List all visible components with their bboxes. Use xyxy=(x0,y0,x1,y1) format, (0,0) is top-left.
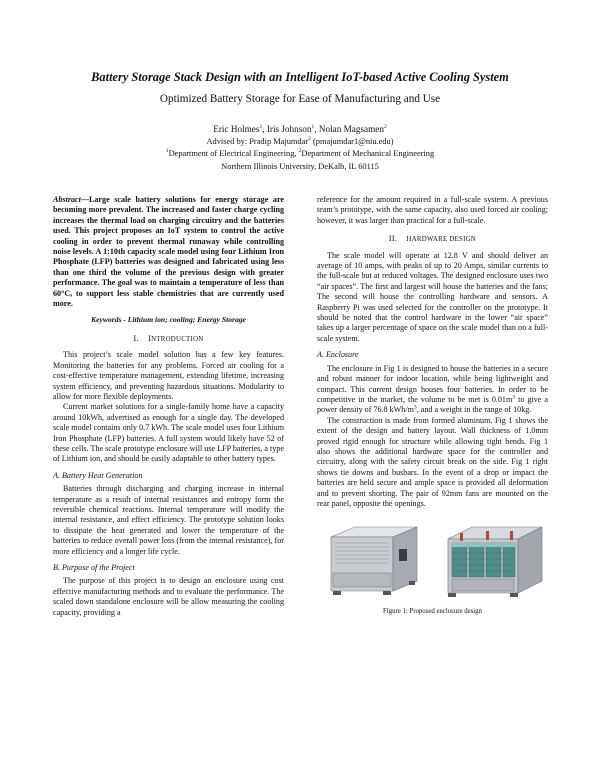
advisor-affil: 2 xyxy=(308,135,311,142)
section-title: HARDWARE DESIGN xyxy=(406,236,477,244)
author-2-affil: 1 xyxy=(311,123,315,130)
figure-1 xyxy=(317,519,548,601)
author-3: Nolan Magsamen xyxy=(318,124,384,134)
enclosure-closed-render xyxy=(317,519,427,601)
hardware-paragraph: The scale model will operate at 12.8 V and should deliver an average of 10 amps, with peaks of up to 20 Amps, similar currents to the full-scale but at reduced voltages. The designed enclosure uses two “air spaces”. The first and largest will house the batteries and the fans; The second will house the controlling hardware and sensors. A Raspberry Pi was used selected for the controller on the prototype. It should be noted that the control hardware in the lower “air space” takes up a larger percentage of space on the scale model than on a full-scale system. xyxy=(317,250,548,343)
section-title-initial: I xyxy=(148,333,152,343)
subsection-heading-purpose: B. Purpose of the Project xyxy=(53,563,135,572)
intro-paragraph-2: Current market solutions for a single-family home have a capacity around 10kWh, advertised as enough for a single day. The developed scale model contains only 0.7 kWh. The scale model uses four Lithium Iron Phosphate (LFP) batteries. A full system would likely have 52 of these cells. The scale prototype enclosure will use LFP batteries, a type of Lithium ion, and should be easily adaptable to other battery types. xyxy=(53,402,284,464)
enclosure-paragraph-1 xyxy=(317,364,548,416)
author-3-affil: 2 xyxy=(383,123,387,130)
intro-paragraph-1: This project’s scale model solution has a few key features. Monitoring the batteries for any problems. Forced air cooling for a cost-effective temperature management, extending lifetime, increasing system efficiency, and preventing hazardous situations. Modularity to allow for more flexible deployments. xyxy=(53,350,284,401)
subsection-heading-enclosure: A. Enclosure xyxy=(317,350,359,360)
section-title-rest: NTRODUCTION xyxy=(151,335,204,343)
paper-title: Battery Storage Stack Design with an Intelligent IoT-based Active Cooling System xyxy=(91,70,509,84)
dept-2-sup: 2 xyxy=(298,148,302,155)
section-number: II. xyxy=(388,234,398,244)
section-heading-hardware-design xyxy=(317,234,548,245)
author-1: Eric Holmes xyxy=(213,124,260,134)
section-number: I. xyxy=(133,333,139,343)
author-1-affil: 1 xyxy=(259,123,263,130)
enclosure-text-c: , and a weight in the range of 10kg. xyxy=(416,405,532,415)
enclosure-open-render xyxy=(438,519,548,601)
affiliation-line xyxy=(40,148,560,161)
author-block xyxy=(40,123,560,173)
university-line: Northern Illinois University, DeKalb, IL 60115 xyxy=(221,161,379,171)
purpose-paragraph-continued: reference for the amount required in a full-scale system. A previous team’s prototype, with the same capacity, also used forced air cooling; however, it was larger than practical for a full-scale. xyxy=(317,195,548,225)
advisor-line xyxy=(40,136,560,149)
right-column xyxy=(317,195,548,618)
figure-caption: Figure 1: Proposed enclosure design xyxy=(383,608,482,616)
cubic-sup-1: 3 xyxy=(512,394,516,401)
dept-1: Department of Electrical Engineering, xyxy=(168,149,299,158)
subsection-heading-battery-heat: A. Battery Heat Generation xyxy=(53,470,143,480)
cubic-sup-2: 3 xyxy=(413,404,417,411)
enclosure-text-a: The enclosure in Fig 1 is designed to house the batteries in a secure and robust manner for indoor location, while being lightweight and compact. This current design houses four batteries. In order to be competitive in the market, the volume to be met is 0.01m xyxy=(317,363,548,404)
advisor-email: (pmajumdar1@niu.edu) xyxy=(313,136,394,146)
advisor-name: Advised by: Pradip Majumdar xyxy=(206,136,309,146)
dept-1-sup: 1 xyxy=(165,148,169,155)
abstract-label: Abstract xyxy=(53,195,81,204)
purpose-paragraph: The purpose of this project is to design an enclosure using cost effective manufacturing methods and to evaluate the performance. The scaled down standalone enclosure will be allow measuring the cooling capacity, providing a xyxy=(53,576,284,617)
keywords: Keywords - Lithium ion; cooling; Energy Storage xyxy=(91,315,246,325)
author-2: Iris Johnson xyxy=(266,124,312,134)
enclosure-paragraph-2: The construction is made from formed aluminum. Fig 1 shows the extent of the design and battery layout. Wall thickness of 1.0mm proved rigid enough for structure while allowing tight bends. Fig 1 also shows the additional hardware space for the controller and circuitry, along with the safety circuit break on the side. Fig 1 right shows tie downs and busbars. In the event of a drop or impact the batteries are held secure and ample space is provided all deformation and to prevent shorting. The pair of 92mm fans are mounted on the rear panel, opposite the openings. xyxy=(317,415,548,508)
section-heading-introduction xyxy=(53,334,284,345)
abstract-text: —Large scale battery solutions for energy storage are becoming more prevalent. The increased and faster charge cycling increases the thermal load on charging circuitry and the batteries used. This project proposes an IoT system to control the active cooling in order to prevent thermal runaway while controlling noise levels. A 1:10th capacity scale model using four Lithium Iron Phosphate (LFP) batteries was designed and fabricated using less than one third the volume of the previous design with greater performance. The goal was to maintain a temperature of less than 60°C, to support less stable chemistries that are currently used more. xyxy=(53,195,284,309)
dept-2: Department of Mechanical Engineering xyxy=(301,149,435,158)
author-names: Eric Holmes$^1$, Iris Johnson$^1$, Nolan Magsamen$^2$ xyxy=(213,123,387,134)
enclosure-text-b: to give a power density of 76.8 kWh/m xyxy=(317,394,548,415)
left-column xyxy=(53,195,284,618)
battery-heat-paragraph: Batteries through discharging and charging increase in internal temperature as a result of internal resistances and entropy form the reversible chemical reactions. Internal temperature will modify the internal resistance, and effect efficiency. The prototype solution looks to dissipate the heat generated and lower the temperature of the batteries to reduce overall power loss (from the internal resistance), for more efficiency and a longer life cycle. xyxy=(53,484,284,556)
abstract xyxy=(53,195,284,309)
paper-subtitle: Optimized Battery Storage for Ease of Manufacturing and Use xyxy=(159,93,441,105)
